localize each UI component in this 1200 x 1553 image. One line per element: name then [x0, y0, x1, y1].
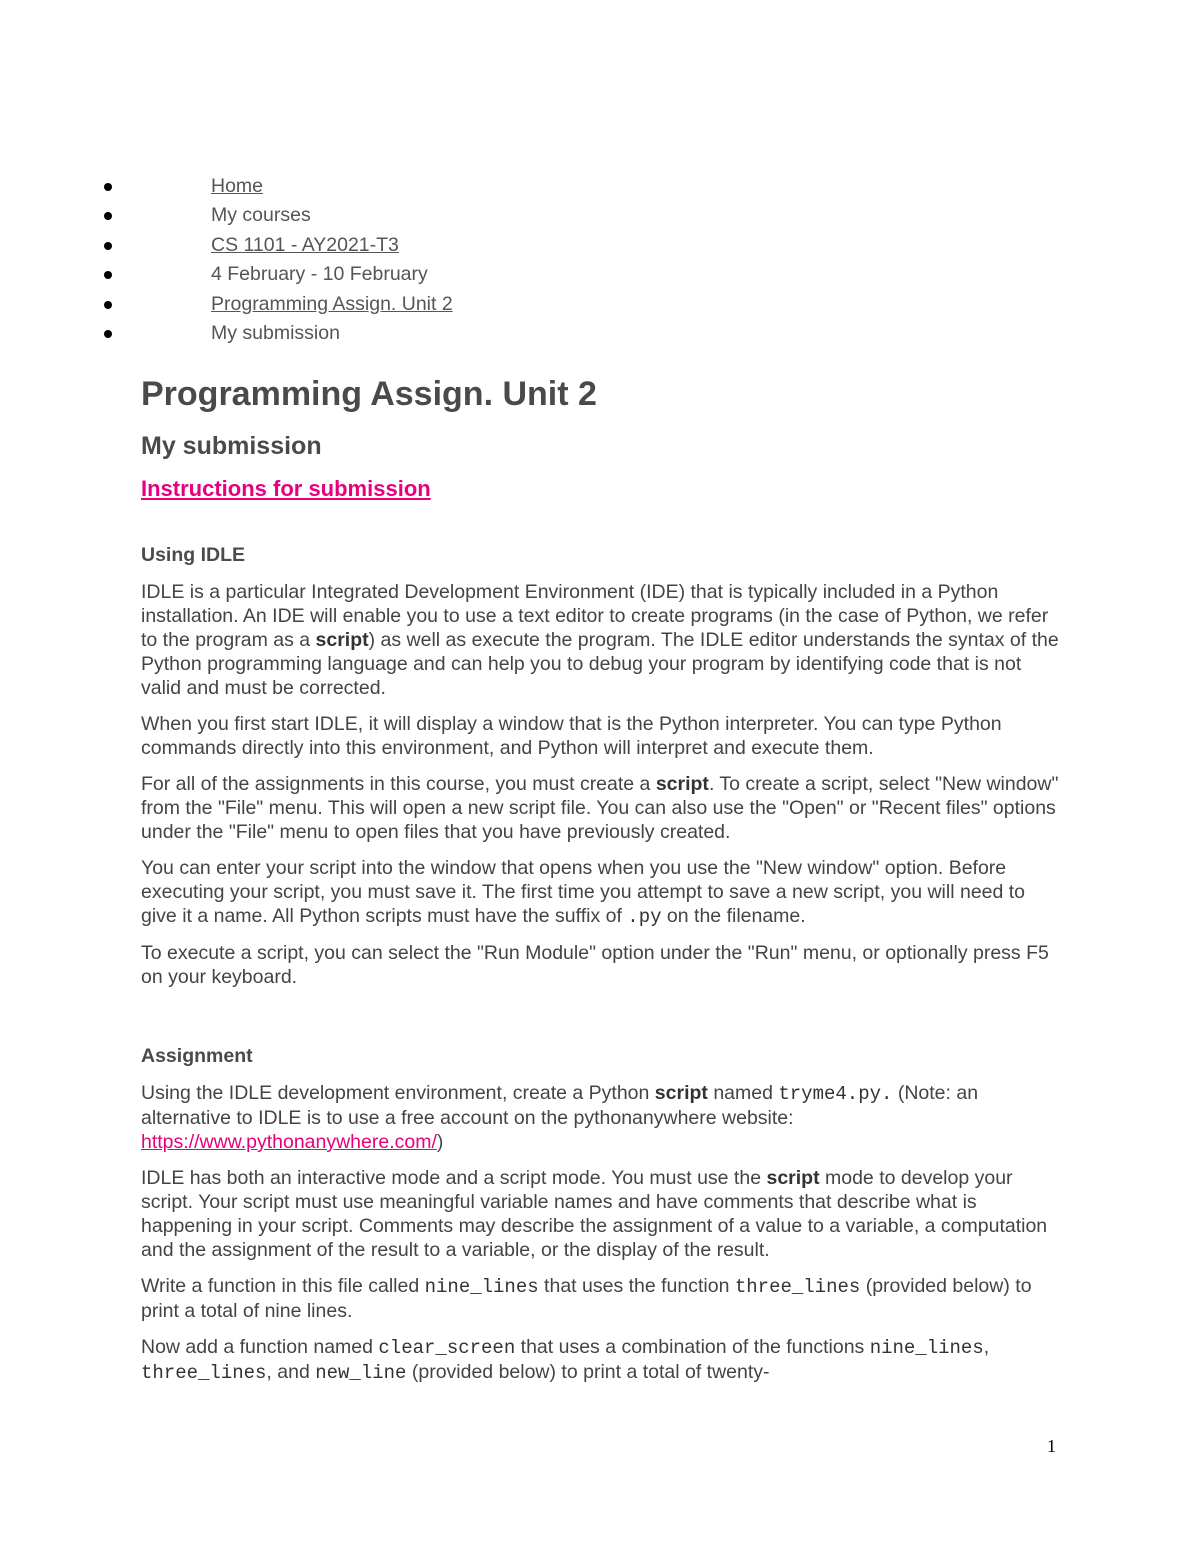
page-title: Programming Assign. Unit 2	[141, 375, 597, 413]
bullet-icon	[104, 330, 112, 338]
idle-paragraph-2: When you first start IDLE, it will display a window that is the Python interpreter. You can type Python commands directly into this environment, and Python will interpret and execute them.	[141, 713, 1002, 759]
assignment-paragraph-1: Using the IDLE development environment, create a Python script named tryme4.py. (Note: an alternative to IDLE is to use a free account on the pythonanywhere website: https://www.pythonanywhere.com/)	[141, 1082, 979, 1153]
code-new-line: new_line	[315, 1362, 407, 1384]
bullet-icon	[104, 183, 112, 191]
breadcrumb-text-week: 4 February - 10 February	[211, 263, 428, 286]
instructions-link[interactable]: Instructions for submission	[141, 476, 431, 501]
assignment-paragraph-3: Write a function in this file called nine_lines that uses the function three_lines (provided below) to print a total of nine lines.	[141, 1275, 1032, 1322]
pythonanywhere-link[interactable]: https://www.pythonanywhere.com/	[141, 1131, 437, 1153]
main-content	[141, 372, 1061, 1385]
idle-paragraph-3: For all of the assignments in this course, you must create a script. To create a script, select "New window" from the "File" menu. This will open a new script file. You can also use the "Open" or "Recent files" options under the "File" menu to open files that you have previously created.	[141, 773, 1059, 843]
breadcrumb-text-my-courses: My courses	[211, 204, 311, 227]
assignment-paragraph-4: Now add a function named clear_screen that uses a combination of the functions nine_lines, three_lines, and new_line (provided below) to print a total of twenty-	[141, 1336, 990, 1384]
section-heading-idle: Using IDLE	[141, 544, 246, 566]
bullet-icon	[104, 242, 112, 250]
idle-paragraph-5: To execute a script, you can select the "Run Module" option under the "Run" menu, or optionally press F5 on your keyboard.	[141, 942, 1049, 988]
code-nine-lines: nine_lines	[869, 1337, 984, 1359]
code-three-lines: three_lines	[141, 1362, 267, 1384]
idle-paragraph-4: You can enter your script into the window that opens when you use the "New window" option. Before executing your script, you must save it. The first time you attempt to save a new script, you will need to give it a name. All Python scripts must have the suffix of .py on the filename.	[141, 857, 1026, 928]
code-nine-lines: nine_lines	[424, 1276, 539, 1298]
bullet-icon	[104, 301, 112, 309]
code-filename: tryme4.py.	[778, 1083, 893, 1105]
code-clear-screen: clear_screen	[378, 1337, 516, 1359]
idle-paragraph-1: IDLE is a particular Integrated Development Environment (IDE) that is typically included in a Python installation. An IDE will enable you to use a text editor to create programs (in the case of Python, we refer to the program as a script) as well as execute the program. The IDLE editor understands the syntax of the Python programming language and can help you to debug your program by identifying code that is not valid and must be corrected.	[141, 581, 1059, 699]
breadcrumb-link-home[interactable]: Home	[211, 175, 264, 197]
bullet-icon	[104, 271, 112, 279]
bullet-icon	[104, 212, 112, 220]
breadcrumb-text-my-submission: My submission	[211, 321, 340, 344]
assignment-paragraph-2: IDLE has both an interactive mode and a script mode. You must use the script mode to develop your script. Your script must use meaningful variable names and have comments that describe what is happening in your script. Comments may describe the assignment of a value to a variable, a computation and the assignment of the result to a variable, or the display of the result.	[141, 1167, 1048, 1261]
sub-title: My submission	[141, 432, 322, 460]
breadcrumb-link-assignment[interactable]: Programming Assign. Unit 2	[211, 292, 453, 315]
code-three-lines: three_lines	[734, 1276, 861, 1298]
section-heading-assignment: Assignment	[141, 1045, 253, 1067]
breadcrumb-link-course[interactable]: CS 1101 - AY2021-T3	[211, 233, 399, 256]
code-suffix: .py	[627, 906, 662, 928]
page-number: 1	[1047, 1436, 1056, 1456]
